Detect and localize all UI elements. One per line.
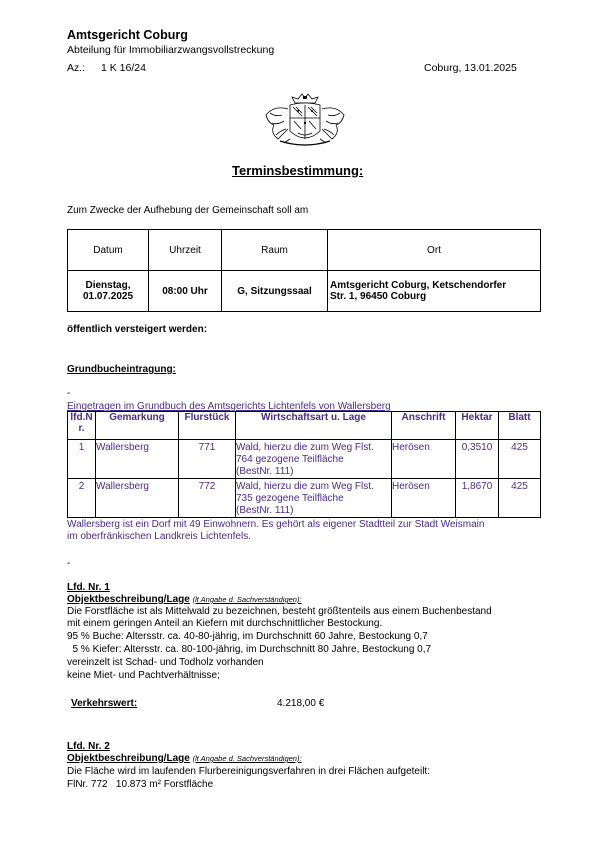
lfd1-line6: keine Miet- und Pachtverhältnisse; [67, 670, 220, 681]
termin-table-header [68, 230, 541, 271]
dash-1: - [67, 388, 71, 399]
col-hektar: Hektar [456, 412, 499, 440]
lfd2-line2: FlNr. 772 10.873 m² Forstfläche [67, 779, 214, 790]
col-datum: Datum [68, 230, 149, 271]
lfd2-heading: Lfd. Nr. 2 [67, 741, 110, 752]
cell-hektar: 0,3510 [456, 440, 499, 479]
wallersberg-info-line2: im oberfränkischen Landkreis Lichtenfels. [67, 531, 251, 542]
lfd1-line4: 5 % Kiefer: Altersstr. ca. 80-100-jährig, im Durchschnitt 80 Jahre, Bestockung 0,7 [67, 644, 432, 655]
cell-lage: Wald, hierzu die zum Weg Flst. 735 gezogene Teilfläche (BestNr. 111) [236, 479, 392, 518]
intro-text: Zum Zwecke der Aufhebung der Gemeinschaft soll am [67, 205, 309, 216]
col-flurstueck: Flurstück [179, 412, 236, 440]
cell-nr: 2 [68, 479, 96, 518]
col-uhrzeit: Uhrzeit [149, 230, 222, 271]
col-raum: Raum [222, 230, 328, 271]
termin-uhrzeit: 08:00 Uhr [149, 271, 222, 312]
lfd1-line2: mit einem geringen Anteil an Kiefern mit durchschnittlicher Bestockung. [67, 618, 383, 629]
cell-flurstueck: 772 [179, 479, 236, 518]
cell-gemarkung: Wallersberg [96, 479, 179, 518]
eingetragen-text: Eingetragen im Grundbuch des Amtsgerichts Lichtenfels von Wallersberg [67, 401, 391, 412]
termin-datum: Dienstag, 01.07.2025 [68, 271, 149, 312]
cell-flurstueck: 771 [179, 440, 236, 479]
lfd1-heading: Lfd. Nr. 1 [67, 582, 110, 593]
col-lfd-nr: lfd.N r. [68, 412, 96, 440]
cell-blatt: 425 [499, 479, 541, 518]
col-wirtschaftsart: Wirtschaftsart u. Lage [236, 412, 392, 440]
court-name: Amtsgericht Coburg [67, 28, 188, 42]
cell-anschrift: Herösen [392, 440, 456, 479]
cell-hektar: 1,8670 [456, 479, 499, 518]
lfd2-line1: Die Fläche wird im laufenden Flurbereinigungsverfahren in drei Flächen aufgeteilt: [67, 766, 430, 777]
lfd1-line3: 95 % Buche: Altersstr. ca. 40-80-jährig, im Durchschnitt 60 Jahre, Bestockung 0,7 [67, 631, 428, 642]
termin-table-row [68, 271, 541, 312]
table-row [68, 440, 541, 479]
col-anschrift: Anschrift [392, 412, 456, 440]
lfd1-line1: Die Forstfläche ist als Mittelwald zu bezeichnen, besteht größtenteils aus einem Buchenbestand [67, 606, 492, 617]
department: Abteilung für Immobiliarzwangsvollstreckung [67, 44, 275, 56]
lfd1-line5: vereinzelt ist Schad- und Todholz vorhanden [67, 657, 264, 668]
page-title: Terminsbestimmung: [232, 163, 364, 178]
lfd1-objekt-heading: Objektbeschreibung/Lage (lt Angabe d. Sachverständigen): [67, 594, 302, 605]
az-value: 1 K 16/24 [101, 62, 146, 74]
col-ort: Ort [328, 230, 541, 271]
cell-lage: Wald, hierzu die zum Weg Flst. 764 gezogene Teilfläche (BestNr. 111) [236, 440, 392, 479]
coat-of-arms-seal-icon [260, 93, 350, 148]
cell-nr: 1 [68, 440, 96, 479]
grundbuch-heading: Grundbucheintragung: [67, 364, 176, 375]
cell-gemarkung: Wallersberg [96, 440, 179, 479]
cell-anschrift: Herösen [392, 479, 456, 518]
az-label: Az.: [67, 62, 86, 74]
lfd2-objekt-heading: Objektbeschreibung/Lage (lt Angabe d. Sachverständigen): [67, 753, 302, 764]
col-blatt: Blatt [499, 412, 541, 440]
versteigert-text: öffentlich versteigert werden: [67, 324, 208, 335]
termin-ort: Amtsgericht Coburg, Ketschendorfer Str. 1, 96450 Coburg [328, 271, 541, 312]
lfd1-verkehrswert-value: 4.218,00 € [277, 698, 325, 709]
grundbuch-table [67, 411, 541, 518]
table-row [68, 479, 541, 518]
dash-2: - [67, 558, 71, 569]
grundbuch-table-header [68, 412, 541, 440]
termin-raum: G, Sitzungssaal [222, 271, 328, 312]
place-date: Coburg, 13.01.2025 [424, 62, 517, 74]
cell-blatt: 425 [499, 440, 541, 479]
lfd1-verkehrswert-label: Verkehrswert: [71, 698, 138, 709]
col-gemarkung: Gemarkung [96, 412, 179, 440]
termin-table [67, 229, 541, 312]
wallersberg-info-line1: Wallersberg ist ein Dorf mit 49 Einwohnern. Es gehört als eigener Stadtteil zur Stadt Weismain [67, 519, 485, 530]
